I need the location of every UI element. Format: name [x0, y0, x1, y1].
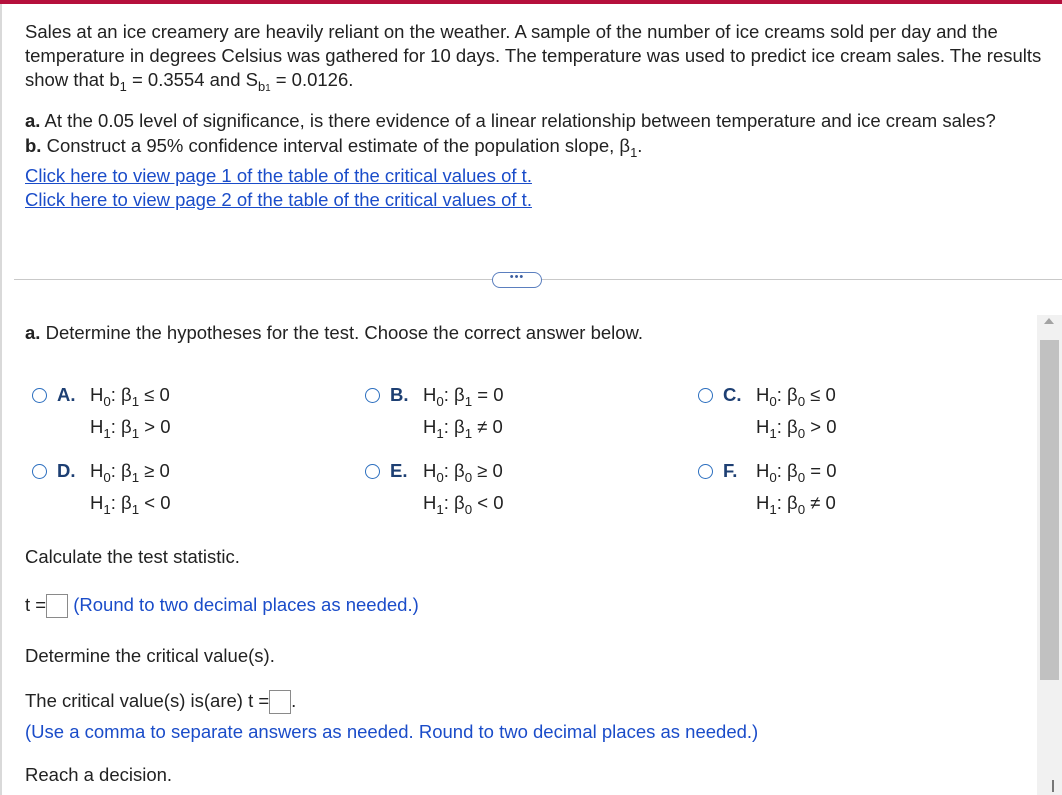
- hyp-relation: < 0: [139, 492, 171, 513]
- test-stat-row: [25, 594, 419, 618]
- null-hypothesis: [90, 460, 170, 485]
- hyp-relation: = 0: [472, 384, 504, 405]
- sb-sub-1: 1: [265, 83, 271, 94]
- hyp-h-subscript: 0: [103, 394, 111, 409]
- t-table-page1-link[interactable]: Click here to view page 1 of the table of the critical values of t.: [25, 165, 532, 186]
- question-b-label: b.: [25, 135, 42, 156]
- t-table-page2-link[interactable]: Click here to view page 2 of the table of the critical values of t.: [25, 189, 532, 210]
- hyp-beta-subscript: 0: [797, 394, 806, 409]
- hyp-beta-subscript: 0: [464, 502, 473, 517]
- hyp-h: H: [756, 460, 770, 481]
- alternative-hypothesis: [423, 416, 503, 441]
- hyp-beta: : β: [110, 384, 132, 405]
- sb-subscript: [258, 79, 271, 94]
- hyp-beta: : β: [110, 492, 132, 513]
- option-letter: D.: [57, 460, 76, 481]
- critical-value-links: [25, 164, 532, 212]
- option-letter: A.: [57, 384, 76, 405]
- test-stat-heading: Calculate the test statistic.: [25, 546, 240, 567]
- hyp-relation: > 0: [139, 416, 171, 437]
- hyp-beta-subscript: 0: [797, 470, 806, 485]
- critical-end: .: [291, 690, 297, 711]
- test-stat-hint: (Round to two decimal places as needed.): [73, 594, 419, 615]
- alternative-hypothesis: [90, 492, 171, 517]
- sb-sub-b: b: [257, 79, 266, 94]
- hyp-beta: : β: [443, 460, 465, 481]
- hyp-h: H: [90, 492, 104, 513]
- hyp-relation: > 0: [805, 416, 837, 437]
- test-statistic-input[interactable]: [46, 594, 68, 618]
- hyp-beta: : β: [776, 384, 798, 405]
- hyp-h-subscript: 0: [769, 394, 777, 409]
- hyp-beta: : β: [776, 416, 798, 437]
- hyp-beta-subscript: 0: [797, 426, 806, 441]
- hyp-beta: : β: [776, 492, 798, 513]
- part-a-prompt: [25, 322, 643, 344]
- alternative-hypothesis: [90, 416, 171, 441]
- option-letter: B.: [390, 384, 409, 405]
- beta-subscript: 1: [630, 145, 638, 160]
- hyp-h-subscript: 1: [769, 502, 777, 517]
- critical-hint: (Use a comma to separate answers as needed. Round to two decimal places as needed.): [25, 721, 759, 742]
- question-a-text: At the 0.05 level of significance, is there evidence of a linear relationship between temperature and ice cream sales?: [40, 110, 996, 131]
- scroll-end-marker: [1052, 780, 1054, 792]
- hyp-h: H: [756, 492, 770, 513]
- hyp-relation: ≠ 0: [805, 492, 836, 513]
- null-hypothesis: [423, 460, 503, 485]
- critical-value-input[interactable]: [269, 690, 291, 714]
- hyp-beta-subscript: 0: [464, 470, 473, 485]
- alternative-hypothesis: [756, 416, 837, 441]
- radio-icon[interactable]: [32, 388, 47, 403]
- question-b: [25, 133, 996, 160]
- hyp-beta: : β: [443, 384, 465, 405]
- hyp-h: H: [423, 416, 437, 437]
- radio-icon[interactable]: [365, 388, 380, 403]
- hyp-beta-subscript: 1: [464, 394, 473, 409]
- hyp-beta: : β: [443, 416, 465, 437]
- scrollbar-thumb[interactable]: [1040, 340, 1059, 680]
- intro-text: Sales at an ice creamery are heavily reliant on the weather. A sample of the number of ice creams sold per day and the temperature in degrees Celsius was gathered for 10 days. The temperature was used to predict ice cream sales. The results show that b: [25, 21, 1042, 90]
- question-a-label: a.: [25, 110, 41, 131]
- b1-subscript: 1: [119, 79, 127, 94]
- part-a-text: Determine the hypotheses for the test. Choose the correct answer below.: [40, 322, 644, 343]
- hyp-h-subscript: 0: [769, 470, 777, 485]
- hyp-beta-subscript: 1: [131, 502, 140, 517]
- null-hypothesis: [756, 384, 836, 409]
- hyp-beta-subscript: 1: [464, 426, 473, 441]
- radio-icon[interactable]: [698, 388, 713, 403]
- option-letter: E.: [390, 460, 408, 481]
- null-hypothesis: [90, 384, 170, 409]
- hyp-beta-subscript: 1: [131, 470, 140, 485]
- radio-icon[interactable]: [365, 464, 380, 479]
- hyp-relation: ≤ 0: [139, 384, 170, 405]
- hyp-h: H: [423, 384, 437, 405]
- hyp-h: H: [90, 416, 104, 437]
- null-hypothesis: [423, 384, 504, 409]
- b1-value: = 0.3554 and S: [126, 69, 258, 90]
- t-label: t =: [25, 594, 47, 615]
- question-b-text: Construct a 95% confidence interval estimate of the population slope, β: [41, 135, 631, 156]
- hyp-h: H: [90, 384, 104, 405]
- critical-label: The critical value(s) is(are) t =: [25, 690, 270, 711]
- part-a-label: a.: [25, 322, 41, 343]
- top-accent-bar: [0, 0, 1062, 4]
- radio-icon[interactable]: [698, 464, 713, 479]
- problem-statement: [25, 20, 1055, 96]
- hyp-beta-subscript: 0: [797, 502, 806, 517]
- left-border: [0, 4, 2, 795]
- hyp-relation: ≠ 0: [472, 416, 503, 437]
- sb-value: = 0.0126.: [270, 69, 354, 90]
- scroll-up-arrow-icon[interactable]: [1044, 318, 1054, 324]
- hyp-h-subscript: 0: [436, 394, 444, 409]
- hyp-relation: ≥ 0: [472, 460, 503, 481]
- hyp-beta: : β: [443, 492, 465, 513]
- hyp-h: H: [90, 460, 104, 481]
- hyp-beta: : β: [110, 416, 132, 437]
- question-b-end: .: [637, 135, 643, 156]
- null-hypothesis: [756, 460, 837, 485]
- expand-more-button[interactable]: •••: [492, 272, 542, 288]
- hyp-beta-subscript: 1: [131, 426, 140, 441]
- hyp-h: H: [756, 416, 770, 437]
- alternative-hypothesis: [756, 492, 836, 517]
- hyp-h-subscript: 1: [436, 502, 444, 517]
- decision-heading: Reach a decision.: [25, 764, 173, 785]
- hyp-h-subscript: 1: [103, 426, 111, 441]
- question-a: [25, 108, 996, 133]
- critical-row: [25, 690, 296, 714]
- hyp-h: H: [423, 492, 437, 513]
- hyp-beta-subscript: 1: [131, 394, 140, 409]
- hyp-h-subscript: 0: [103, 470, 111, 485]
- radio-icon[interactable]: [32, 464, 47, 479]
- option-letter: C.: [723, 384, 742, 405]
- hyp-h-subscript: 0: [436, 470, 444, 485]
- option-letter: F.: [723, 460, 738, 481]
- question-list: [25, 108, 996, 160]
- hyp-h: H: [423, 460, 437, 481]
- hyp-relation: ≥ 0: [139, 460, 170, 481]
- hyp-relation: ≤ 0: [805, 384, 836, 405]
- hyp-beta: : β: [776, 460, 798, 481]
- hyp-beta: : β: [110, 460, 132, 481]
- hyp-relation: = 0: [805, 460, 837, 481]
- hyp-relation: < 0: [472, 492, 504, 513]
- hyp-h: H: [756, 384, 770, 405]
- hyp-h-subscript: 1: [103, 502, 111, 517]
- hyp-h-subscript: 1: [769, 426, 777, 441]
- alternative-hypothesis: [423, 492, 504, 517]
- critical-heading: Determine the critical value(s).: [25, 645, 275, 666]
- hyp-h-subscript: 1: [436, 426, 444, 441]
